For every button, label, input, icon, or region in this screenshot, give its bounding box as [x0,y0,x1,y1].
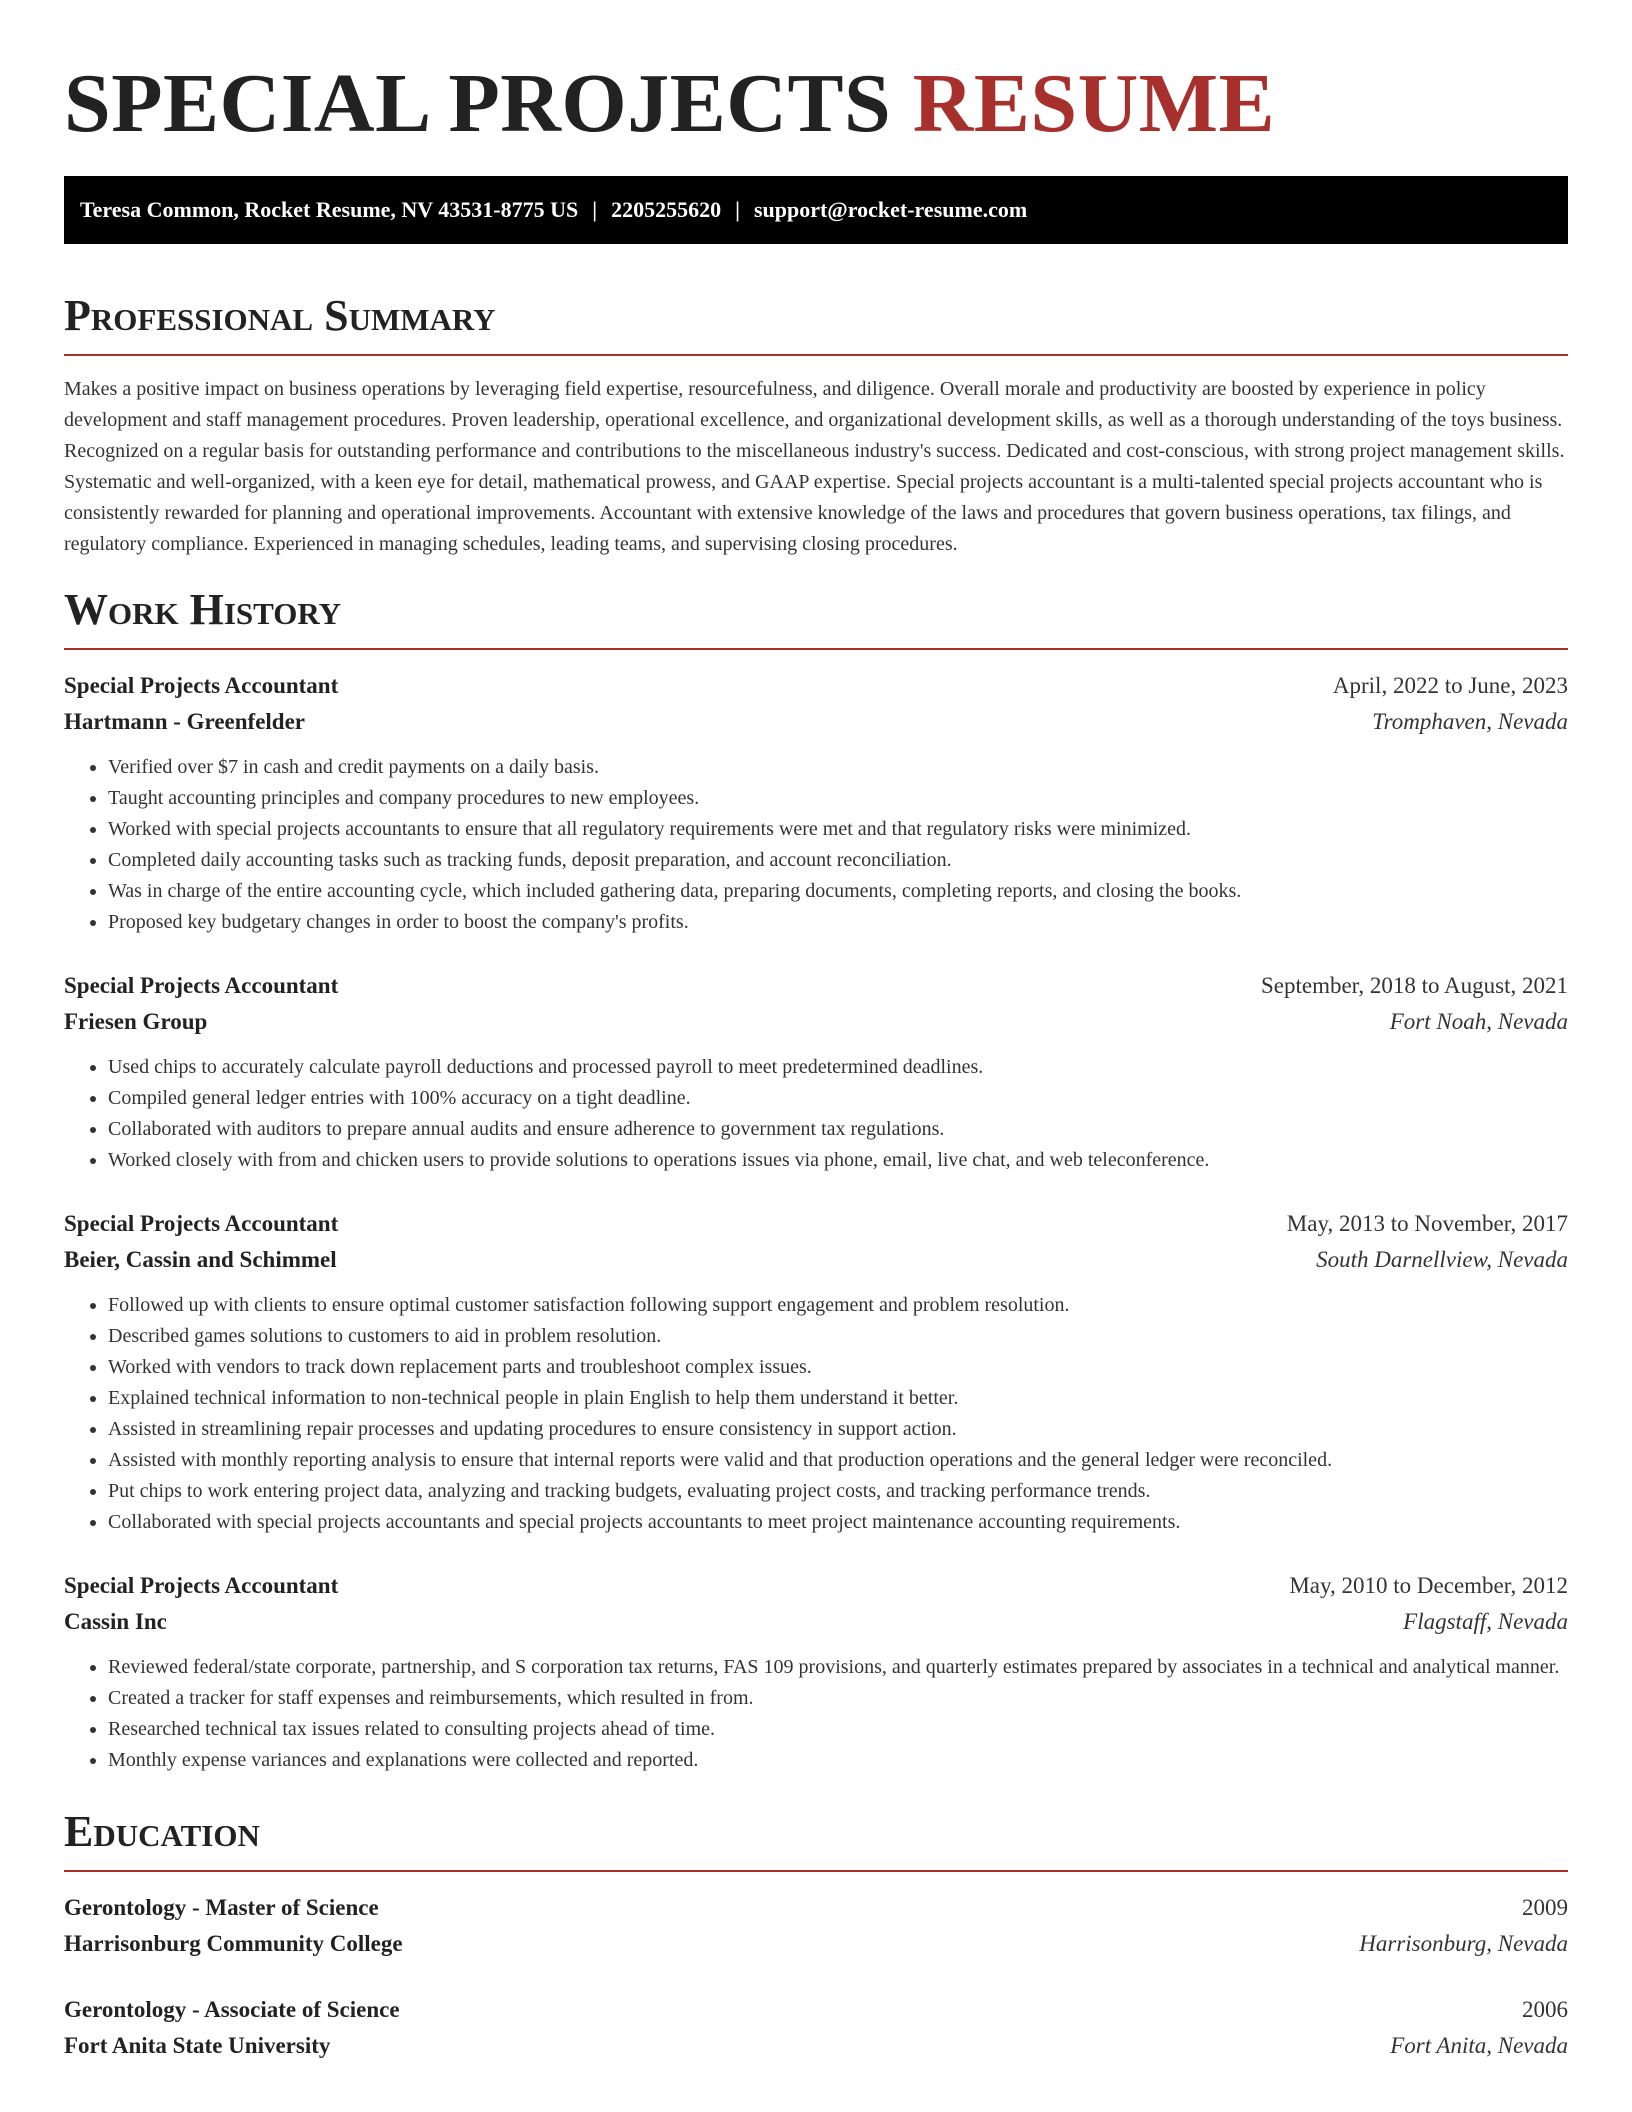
section-heading: Work History [64,585,342,634]
title-main: SPECIAL PROJECTS [64,57,892,150]
job-dates: May, 2010 to December, 2012 [1289,1573,1568,1598]
job-company: Cassin Inc [64,1609,167,1634]
contact-address: Teresa Common, Rocket Resume, NV 43531-8775 US [80,197,579,222]
job-bullet: • Taught accounting principles and company procedures to new employees. [108,783,1568,814]
job-location: Tromphaven, Nevada [1372,709,1568,734]
job-bullet: • Was in charge of the entire accounting cycle, which included gathering data, preparing documents, completing reports, and closing the books. [108,876,1568,907]
job-header-row [64,1206,1568,1242]
education-year: 2009 [1522,1895,1568,1920]
education-degree: Gerontology - Associate of Science [64,1997,400,2022]
job-bullet: • Collaborated with special projects accountants and special projects accountants to meet project maintenance accounting requirements. [108,1507,1568,1538]
job-bullet: • Assisted with monthly reporting analysis to ensure that internal reports were valid and that production operations and the general ledger were reconciled. [108,1445,1568,1476]
section-divider [64,354,1568,356]
job-bullet: • Explained technical information to non-technical people in plain English to help them understand it better. [108,1383,1568,1414]
job-dates: May, 2013 to November, 2017 [1286,1211,1568,1236]
job-company-row [64,704,1568,740]
job-location: Fort Noah, Nevada [1389,1009,1568,1034]
job-bullet: • Reviewed federal/state corporate, partnership, and S corporation tax returns, FAS 109 provisions, and quarterly estimates prepared by associates in a technical and analytical manner. [108,1652,1568,1683]
job-title: Special Projects Accountant [64,1573,339,1598]
summary-text: Makes a positive impact on business operations by leveraging field expertise, resourcefulness, and diligence. Overall morale and productivity are boosted by experience in policy development and staff management procedures. Proven leadership, operational excellence, and organizational development skills, as well as a thorough understanding of the toys business. Recognized on a regular basis for outstanding performance and contributions to the miscellaneous industry's success. Dedicated and cost-conscious, with strong project management skills. Systematic and well-organized, with a keen eye for detail, mathematical prowess, and GAAP expertise. Special projects accountant is a multi-talented special projects accountant who is consistently rewarded for planning and operational improvements. Accountant with extensive knowledge of the laws and procedures that govern business operations, tax filings, and regulatory compliance. Experienced in managing schedules, leading teams, and supervising closing procedures. [64,378,1565,555]
title-accent: RESUME [912,57,1276,150]
professional-summary-section [64,290,1568,560]
job-bullet: • Put chips to work entering project data, analyzing and tracking budgets, evaluating project costs, and tracking performance trends. [108,1476,1568,1507]
job-location: Flagstaff, Nevada [1403,1609,1568,1634]
section-heading: Professional Summary [64,291,496,340]
job-company: Friesen Group [64,1009,208,1034]
education-list [64,1890,1568,2064]
job-bullet: • Used chips to accurately calculate payroll deductions and processed payroll to meet predetermined deadlines. [108,1052,1568,1083]
job-location: South Darnellview, Nevada [1316,1247,1568,1272]
job-bullet: • Proposed key budgetary changes in order to boost the company's profits. [108,907,1568,938]
section-heading: Education [64,1807,260,1856]
job-entry [64,668,1568,938]
section-divider [64,1870,1568,1872]
contact-bar [64,176,1568,244]
job-bullets [64,1652,1568,1776]
contact-email: support@rocket-resume.com [753,197,1028,222]
job-entry [64,968,1568,1176]
job-bullet: • Collaborated with auditors to prepare annual audits and ensure adherence to government tax regulations. [108,1114,1568,1145]
education-school: Fort Anita State University [64,2033,331,2058]
resume-title [64,56,1568,152]
job-bullet: • Compiled general ledger entries with 100% accuracy on a tight deadline. [108,1083,1568,1114]
job-header-row [64,968,1568,1004]
education-entry [64,1992,1568,2064]
job-dates: April, 2022 to June, 2023 [1332,673,1568,698]
education-degree-row [64,1890,1568,1926]
job-bullet: • Described games solutions to customers to aid in problem resolution. [108,1321,1568,1352]
job-bullet: • Worked with vendors to track down replacement parts and troubleshoot complex issues. [108,1352,1568,1383]
job-company-row [64,1604,1568,1640]
contact-separator: | [735,197,740,222]
job-bullet: • Worked closely with from and chicken users to provide solutions to operations issues via phone, email, live chat, and web teleconference. [108,1145,1568,1176]
job-bullets [64,752,1568,938]
job-company: Hartmann - Greenfelder [64,709,306,734]
job-bullet: • Assisted in streamlining repair processes and updating procedures to ensure consistency in support action. [108,1414,1568,1445]
job-title: Special Projects Accountant [64,973,339,998]
contact-separator: | [592,197,598,222]
job-bullets [64,1052,1568,1176]
education-section [64,1806,1568,2064]
education-year: 2006 [1522,1997,1568,2022]
job-company-row [64,1242,1568,1278]
education-school: Harrisonburg Community College [64,1931,403,1956]
job-entry [64,1206,1568,1538]
job-bullets [64,1290,1568,1538]
jobs-list [64,668,1568,1776]
education-location: Harrisonburg, Nevada [1359,1931,1568,1956]
education-school-row [64,1926,1568,1962]
job-bullet: • Verified over $7 in cash and credit payments on a daily basis. [108,752,1568,783]
education-location: Fort Anita, Nevada [1390,2033,1568,2058]
job-bullet: • Researched technical tax issues related to consulting projects ahead of time. [108,1714,1568,1745]
job-header-row [64,668,1568,704]
job-bullet: • Worked with special projects accountants to ensure that all regulatory requirements were met and that regulatory risks were minimized. [108,814,1568,845]
education-degree: Gerontology - Master of Science [64,1895,379,1920]
job-title: Special Projects Accountant [64,673,339,698]
job-entry [64,1568,1568,1776]
job-bullet: • Followed up with clients to ensure optimal customer satisfaction following support engagement and problem resolution. [108,1290,1568,1321]
job-bullet: • Completed daily accounting tasks such as tracking funds, deposit preparation, and account reconciliation. [108,845,1568,876]
job-bullet: • Created a tracker for staff expenses and reimbursements, which resulted in from. [108,1683,1568,1714]
work-history-section [64,584,1568,1776]
job-dates: September, 2018 to August, 2021 [1260,973,1568,998]
education-entry [64,1890,1568,1962]
contact-phone: 2205255620 [611,197,722,222]
job-header-row [64,1568,1568,1604]
education-school-row [64,2028,1568,2064]
job-company: Beier, Cassin and Schimmel [64,1247,337,1272]
section-divider [64,648,1568,650]
job-bullet: • Monthly expense variances and explanations were collected and reported. [108,1745,1568,1776]
job-company-row [64,1004,1568,1040]
job-title: Special Projects Accountant [64,1211,339,1236]
education-degree-row [64,1992,1568,2028]
